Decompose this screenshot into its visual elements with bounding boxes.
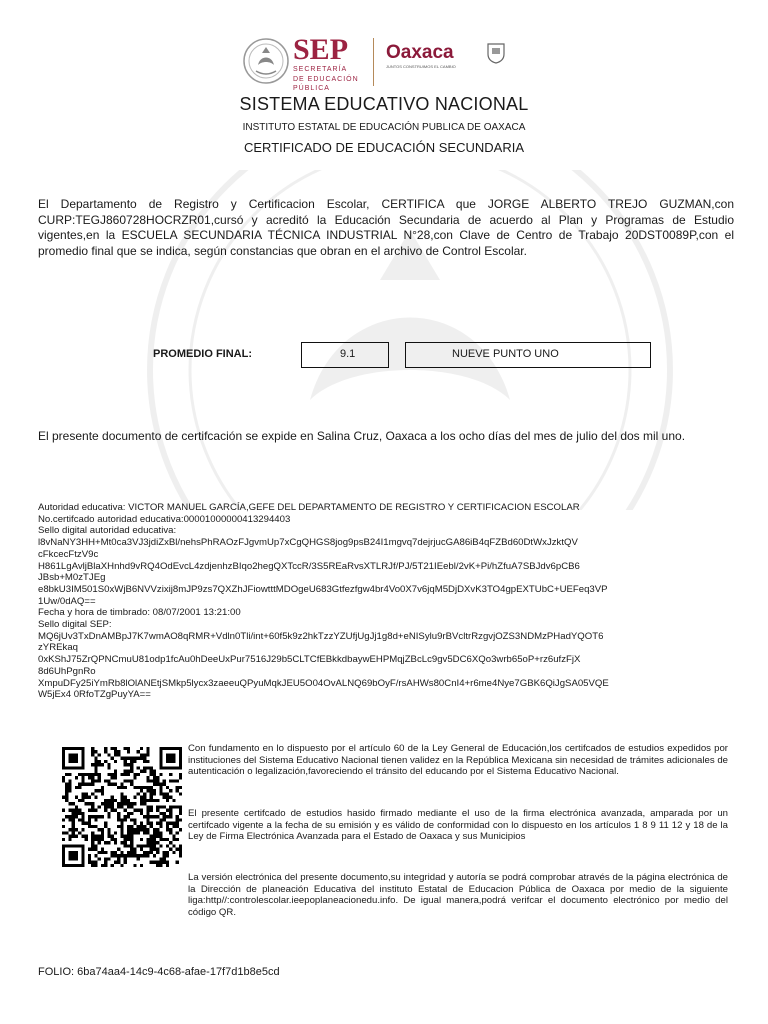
promedio-label: PROMEDIO FINAL: (153, 348, 252, 360)
oaxaca-logo (386, 43, 456, 69)
oaxaca-shield-icon (485, 42, 507, 64)
timestamp-line: Fecha y hora de timbrado: 08/07/2001 13:21:00 (38, 607, 241, 619)
sep-sub-line-3: PÚBLICA (293, 85, 330, 92)
logo-divider (373, 38, 374, 86)
authority-seal-line: cFkcecFtzV9c (38, 548, 99, 560)
authority-cert-number: No.certifcado autoridad educativa:00001000000413294403 (38, 513, 291, 525)
authority-seal-line: 1Uw/0dAQ== (38, 595, 96, 607)
sep-seal-line: 8d6UhPgnRo (38, 665, 96, 677)
authority-seal-line: e8bkU3IM501S0xWjB6NVVzixij8mJP9zs7QXZhJFiowtttMDOgeU683Gtfezfgw4br4Vo0X7v6jqM5DjDXvK3TO4gpEXTUbC+UEFeq3VP (38, 583, 608, 595)
certification-text: El Departamento de Registro y Certificacion Escolar, CERTIFICA que JORGE ALBERTO TREJO GUZMAN,con CURP:TEGJ860728HOCRZR01,cursó y acreditó la Educación Secundaria de acuerdo al Plan y Programas de Estudio vigentes,en la ESCUELA SECUNDARIA TÉCNICA INDUSTRIAL N°28,con Clave de Centro de Trabajo 20DST0089P,con el promedio final que se indica, según constancias que obran en el archivo de Control Escolar. (38, 197, 734, 258)
authority-seal-label: Sello digital autoridad educativa: (38, 525, 177, 537)
sep-logo-text: SEP (293, 33, 349, 66)
sep-sub-line-2: DE EDUCACIÓN (293, 75, 359, 83)
authority-seal-line: JBsb+M0zTJEg (38, 572, 106, 584)
legal-paragraph-3: La versión electrónica del presente documento,su integridad y autoría se podrá comprobar através de la página electrónica de la Dirección de planeación Educativa del instituto Estatal de Educacion Pública de Oaxaca por medio de la siguiente liga:http//:controlescolar.ieepoplaneacionedu.info. De igual manera,podrá verifcar el documento electrónico por medio del código QR. (188, 872, 728, 918)
sep-seal-line: XmpuDFy25iYmRb8lOlANEtjSMkp5lycx3zaeeuQPyuMqkJEU5O04OvALNQ69bOyF/rsAHWs80CnI4+r6me4Nye7GBK6QiJgSA05VQE (38, 677, 609, 689)
legal-paragraph-1: Con fundamento en lo dispuesto por el artículo 60 de la Ley General de Educación,los certifcados de estudios expedidos por instituciones del Sistema Educativo Nacional tienen validez en la República Mexicana sin necesidad de trámites adicionales de autenticación o legalización,favoreciendo el tránsito del educando por el Sistema Educativo Nacional. (188, 743, 728, 778)
sep-seal-line: MQ6jUv3TxDnAMBpJ7K7wmAO8qRMR+Vdln0Tli/int+60f5k9z2hkTzzYZUfjUgJj1g8d+eNISylu9rBVcltrRzgvjOZS3NDMzPHadYQOT6 (38, 630, 604, 642)
sep-sub-line-1: SECRETARÍA (293, 66, 348, 73)
authority-line: Autoridad educativa: VICTOR MANUEL GARCÍA,GEFE DEL DEPARTAMENTO DE REGISTRO Y CERTIFICACION ESCOLAR (38, 502, 580, 513)
sep-seal-line: W5jEx4 0RfoTZgPuyYA== (38, 689, 151, 701)
sep-seal-label: Sello digital SEP: (38, 619, 112, 631)
issue-statement: El presente documento de certifcación se expide en Salina Cruz, Oaxaca a los ocho días del mes de julio del dos mil uno. (38, 429, 686, 443)
digital-signature-block (38, 502, 738, 701)
institute-name: INSTITUTO ESTATAL DE EDUCACIÓN PUBLICA DE OAXACA (242, 122, 526, 133)
promedio-value: 9.1 (340, 348, 356, 360)
sep-seal-line: zYREkaq (38, 642, 78, 654)
promedio-words: NUEVE PUNTO UNO (452, 348, 559, 360)
page-title: SISTEMA EDUCATIVO NACIONAL (239, 94, 529, 114)
oaxaca-tagline: JUNTOS CONSTRUIMOS EL CAMBIO (386, 64, 456, 69)
mexico-seal-icon (242, 37, 290, 89)
oaxaca-logo-text: Oaxaca (386, 42, 454, 63)
qr-code-icon (62, 747, 182, 867)
authority-seal-line: H861LgAvljBlaXHnhd9vRQ4OdEvcL4zdjenhzBIqo2hegQXTccR/3S5REaRvsXTLRJf/PJ/5T21IEebl/2vK+Pi/hZfuA7SBJdv6pCB6 (38, 560, 580, 572)
sep-seal-line: 0xKShJ75ZrQPNCmuU81odp1fcAu0hDeeUxPur7516J29b5CLTCfEBkkdbaywEHPMqjZBcLc9gv5DC6XQo3wrb65oP+rz6ufzFjX (38, 654, 581, 666)
folio-number: FOLIO: 6ba74aa4-14c9-4c68-afae-17f7d1b8e5cd (38, 966, 280, 978)
legal-paragraph-2: El presente certifcado de estudios hasido firmado mediante el uso de la firma electrónica avanzada, amparada por un certifcado vigente a la fecha de su emisión y es válido de conformidad con lo dispuesto en los artículos 1 8 9 11 12 y 18 de la Ley de Firma Electrónica Avanzada para el Estado de Oaxaca y sus Municipios (188, 808, 728, 843)
authority-seal-line: l8vNaNY3HH+Mt0ca3VJ3jdiZxBl/nehsPhRAOzFJgvmUp7xCgQHGS8jog9psB24I1mgvq7dejrjucGA86iB4qFZBd60DtWxJzktQV (38, 537, 578, 549)
sep-logo (293, 33, 359, 93)
certificate-type: CERTIFICADO DE EDUCACIÓN SECUNDARIA (243, 140, 524, 155)
